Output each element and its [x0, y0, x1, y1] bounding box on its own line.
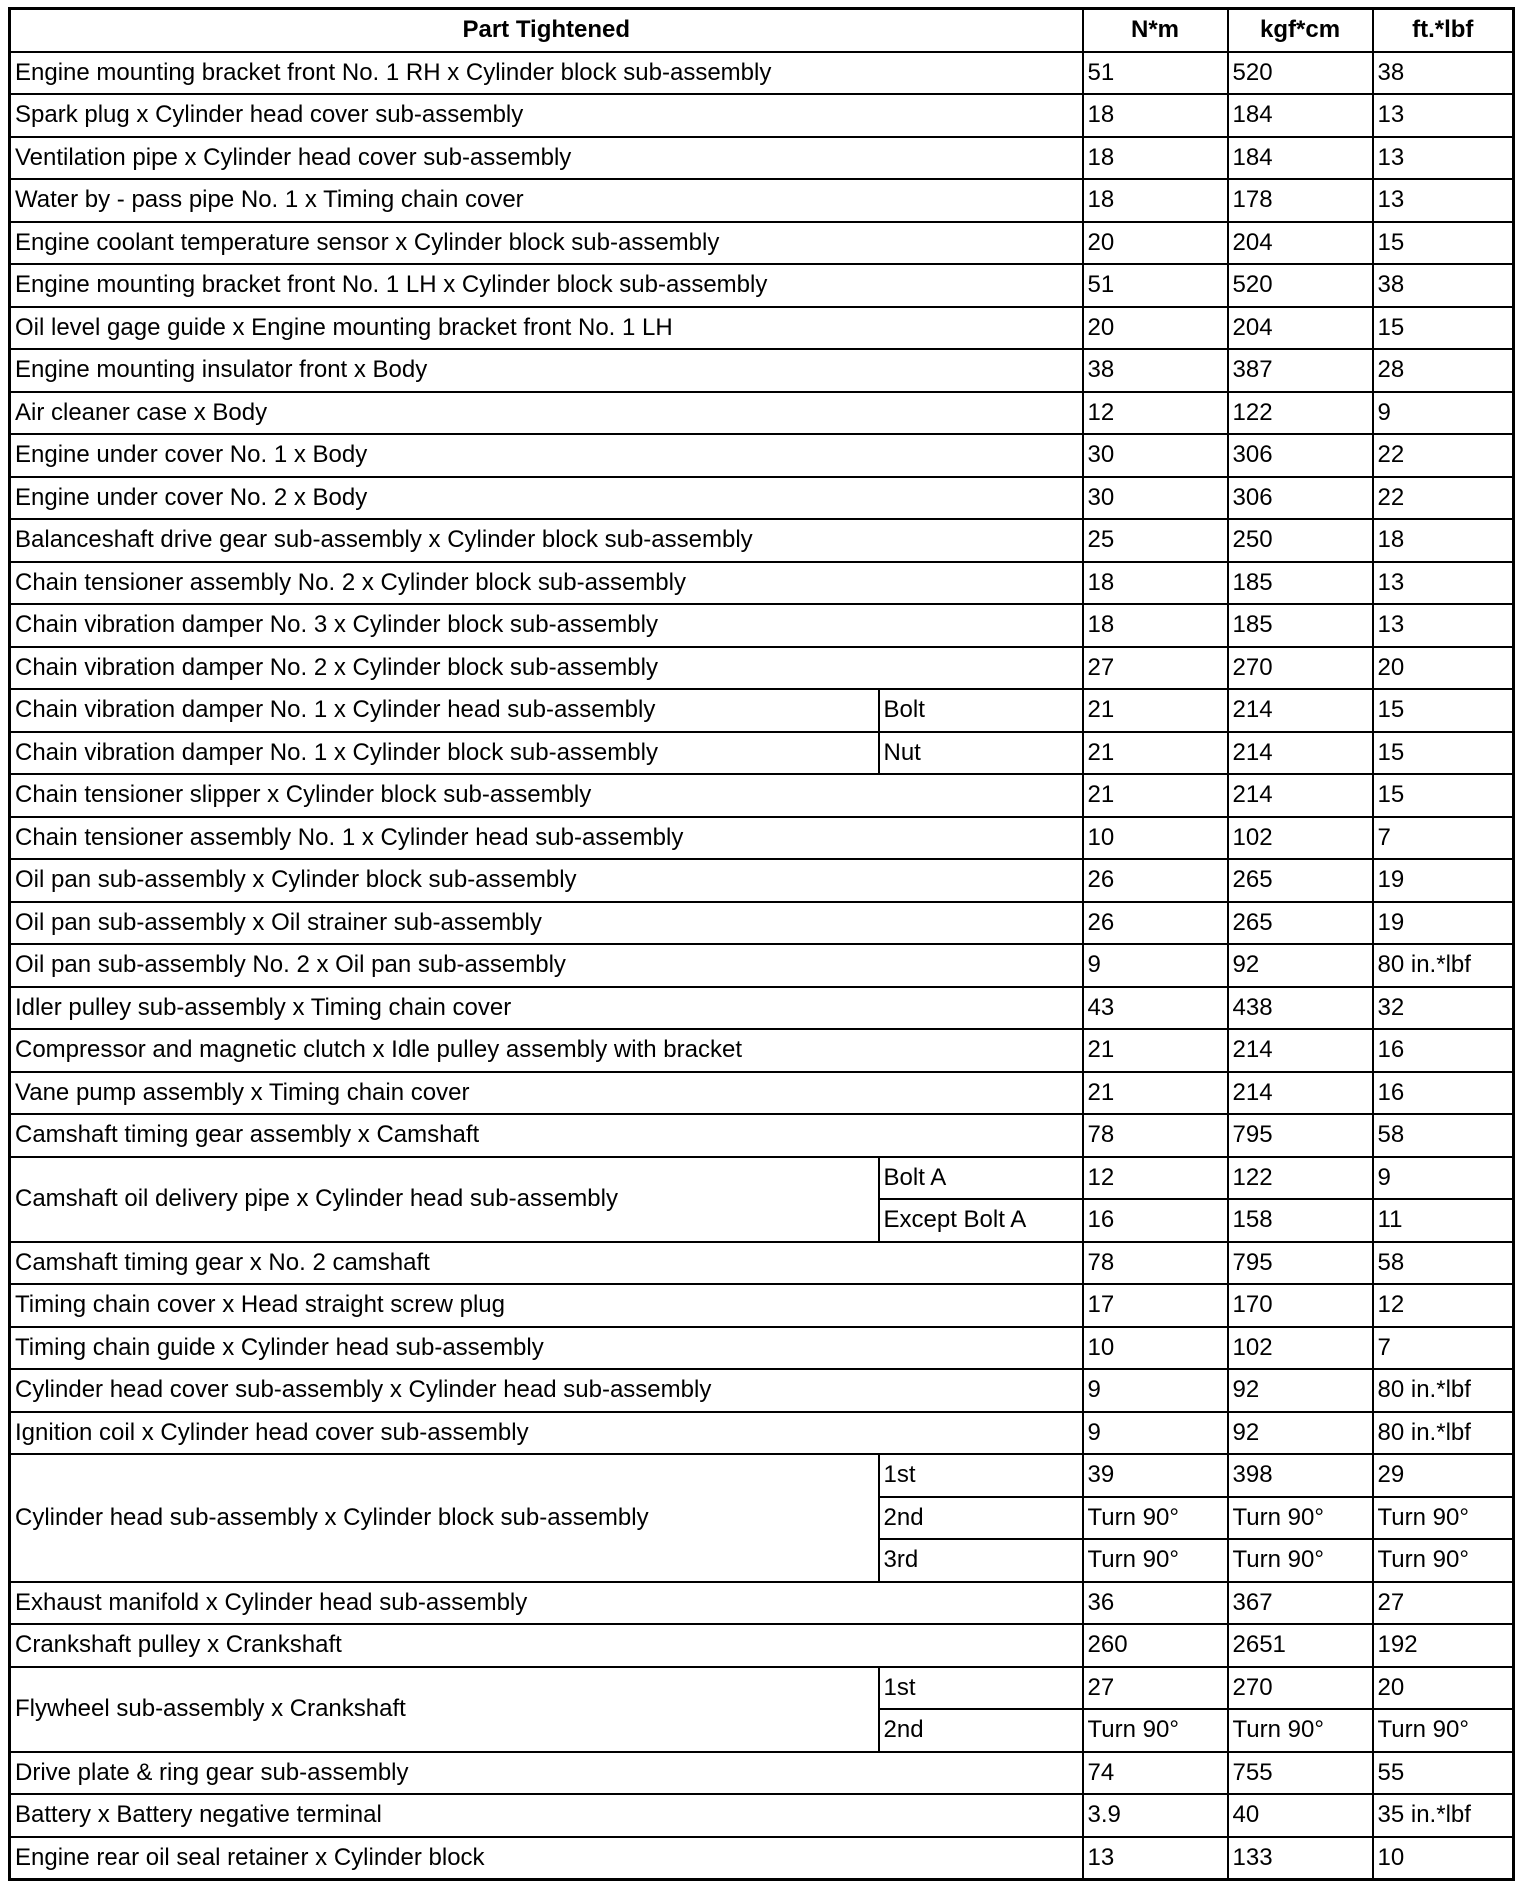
- fastener-step-cell: 2nd: [879, 1497, 1083, 1540]
- table-row: [10, 732, 1514, 775]
- part-name-cell: Oil pan sub-assembly x Cylinder block sub-assembly: [10, 859, 1083, 902]
- ftlbf-value-cell: 9: [1373, 392, 1514, 435]
- nm-value-cell: 36: [1083, 1582, 1228, 1625]
- kgfcm-value-cell: 133: [1228, 1837, 1373, 1880]
- kgfcm-value-cell: 185: [1228, 604, 1373, 647]
- part-name-cell: Engine under cover No. 1 x Body: [10, 434, 1083, 477]
- kgfcm-value-cell: 184: [1228, 137, 1373, 180]
- torque-specification-table: [8, 7, 1515, 1881]
- nm-value-cell: 9: [1083, 944, 1228, 987]
- part-name-cell: Camshaft oil delivery pipe x Cylinder head sub-assembly: [10, 1157, 879, 1242]
- kgfcm-value-cell: 520: [1228, 264, 1373, 307]
- part-name-cell: Timing chain cover x Head straight screw plug: [10, 1284, 1083, 1327]
- kgfcm-value-cell: 214: [1228, 1072, 1373, 1115]
- kgfcm-value-cell: 102: [1228, 1327, 1373, 1370]
- nm-value-cell: 21: [1083, 1072, 1228, 1115]
- table-row: [10, 1284, 1514, 1327]
- table-row: [10, 1412, 1514, 1455]
- part-name-cell: Balanceshaft drive gear sub-assembly x Cylinder block sub-assembly: [10, 519, 1083, 562]
- nm-value-cell: 74: [1083, 1752, 1228, 1795]
- ftlbf-value-cell: 16: [1373, 1072, 1514, 1115]
- part-name-cell: Oil pan sub-assembly No. 2 x Oil pan sub-assembly: [10, 944, 1083, 987]
- nm-value-cell: 13: [1083, 1837, 1228, 1880]
- part-name-cell: Ignition coil x Cylinder head cover sub-assembly: [10, 1412, 1083, 1455]
- ftlbf-value-cell: 13: [1373, 562, 1514, 605]
- kgfcm-value-cell: Turn 90°: [1228, 1709, 1373, 1752]
- ftlbf-value-cell: 20: [1373, 647, 1514, 690]
- ftlbf-value-cell: 22: [1373, 434, 1514, 477]
- kgfcm-value-cell: 184: [1228, 94, 1373, 137]
- ftlbf-value-cell: 80 in.*lbf: [1373, 1369, 1514, 1412]
- kgfcm-value-cell: 270: [1228, 1667, 1373, 1710]
- kgfcm-value-cell: Turn 90°: [1228, 1539, 1373, 1582]
- kgfcm-value-cell: 178: [1228, 179, 1373, 222]
- fastener-step-cell: Nut: [879, 732, 1083, 775]
- nm-value-cell: 18: [1083, 562, 1228, 605]
- kgfcm-value-cell: 306: [1228, 477, 1373, 520]
- ftlbf-value-cell: 19: [1373, 859, 1514, 902]
- nm-value-cell: Turn 90°: [1083, 1709, 1228, 1752]
- nm-value-cell: 9: [1083, 1369, 1228, 1412]
- table-row: [10, 604, 1514, 647]
- table-row: [10, 987, 1514, 1030]
- nm-value-cell: 25: [1083, 519, 1228, 562]
- table-row: [10, 1114, 1514, 1157]
- kgfcm-value-cell: 40: [1228, 1794, 1373, 1837]
- kgfcm-value-cell: 214: [1228, 732, 1373, 775]
- ftlbf-value-cell: 58: [1373, 1114, 1514, 1157]
- table-row: [10, 434, 1514, 477]
- fastener-step-cell: Bolt: [879, 689, 1083, 732]
- kgfcm-value-cell: 102: [1228, 817, 1373, 860]
- nm-value-cell: 18: [1083, 179, 1228, 222]
- nm-value-cell: Turn 90°: [1083, 1539, 1228, 1582]
- part-name-cell: Exhaust manifold x Cylinder head sub-assembly: [10, 1582, 1083, 1625]
- kgfcm-value-cell: 158: [1228, 1199, 1373, 1242]
- part-name-cell: Camshaft timing gear x No. 2 camshaft: [10, 1242, 1083, 1285]
- part-name-cell: Engine mounting insulator front x Body: [10, 349, 1083, 392]
- part-name-cell: Camshaft timing gear assembly x Camshaft: [10, 1114, 1083, 1157]
- kgfcm-value-cell: 795: [1228, 1114, 1373, 1157]
- ftlbf-value-cell: 29: [1373, 1454, 1514, 1497]
- ftlbf-value-cell: 13: [1373, 179, 1514, 222]
- ftlbf-value-cell: 15: [1373, 732, 1514, 775]
- ftlbf-value-cell: 28: [1373, 349, 1514, 392]
- table-row: [10, 902, 1514, 945]
- part-name-cell: Vane pump assembly x Timing chain cover: [10, 1072, 1083, 1115]
- ftlbf-value-cell: 15: [1373, 689, 1514, 732]
- table-row: [10, 1667, 1514, 1710]
- part-name-cell: Crankshaft pulley x Crankshaft: [10, 1624, 1083, 1667]
- table-row: [10, 1369, 1514, 1412]
- nm-value-cell: 26: [1083, 902, 1228, 945]
- kgfcm-value-cell: 185: [1228, 562, 1373, 605]
- fastener-step-cell: 1st: [879, 1454, 1083, 1497]
- ftlbf-value-cell: 32: [1373, 987, 1514, 1030]
- ftlbf-value-cell: 22: [1373, 477, 1514, 520]
- nm-value-cell: 18: [1083, 94, 1228, 137]
- table-row: [10, 1752, 1514, 1795]
- nm-value-cell: 30: [1083, 477, 1228, 520]
- kgfcm-value-cell: 204: [1228, 222, 1373, 265]
- ftlbf-value-cell: 55: [1373, 1752, 1514, 1795]
- kgfcm-value-cell: 795: [1228, 1242, 1373, 1285]
- ftlbf-value-cell: 38: [1373, 264, 1514, 307]
- part-name-cell: Flywheel sub-assembly x Crankshaft: [10, 1667, 879, 1752]
- nm-value-cell: 10: [1083, 1327, 1228, 1370]
- kgfcm-value-cell: 387: [1228, 349, 1373, 392]
- nm-value-cell: 21: [1083, 774, 1228, 817]
- part-name-cell: Spark plug x Cylinder head cover sub-assembly: [10, 94, 1083, 137]
- table-row: [10, 1624, 1514, 1667]
- nm-value-cell: 51: [1083, 264, 1228, 307]
- part-name-cell: Engine under cover No. 2 x Body: [10, 477, 1083, 520]
- kgfcm-value-cell: 92: [1228, 944, 1373, 987]
- ftlbf-value-cell: 7: [1373, 1327, 1514, 1370]
- table-row: [10, 519, 1514, 562]
- nm-value-cell: 26: [1083, 859, 1228, 902]
- kgfcm-value-cell: 265: [1228, 859, 1373, 902]
- ftlbf-value-cell: 19: [1373, 902, 1514, 945]
- kgfcm-value-cell: 92: [1228, 1412, 1373, 1455]
- nm-value-cell: 30: [1083, 434, 1228, 477]
- part-name-cell: Idler pulley sub-assembly x Timing chain cover: [10, 987, 1083, 1030]
- nm-value-cell: 18: [1083, 137, 1228, 180]
- table-row: [10, 689, 1514, 732]
- nm-value-cell: 21: [1083, 689, 1228, 732]
- ftlbf-value-cell: 10: [1373, 1837, 1514, 1880]
- nm-value-cell: 51: [1083, 52, 1228, 95]
- part-name-cell: Engine rear oil seal retainer x Cylinder block: [10, 1837, 1083, 1880]
- nm-value-cell: 10: [1083, 817, 1228, 860]
- part-name-cell: Cylinder head cover sub-assembly x Cylinder head sub-assembly: [10, 1369, 1083, 1412]
- part-name-cell: Chain vibration damper No. 3 x Cylinder block sub-assembly: [10, 604, 1083, 647]
- table-row: [10, 94, 1514, 137]
- ftlbf-value-cell: 192: [1373, 1624, 1514, 1667]
- fastener-step-cell: 2nd: [879, 1709, 1083, 1752]
- part-name-cell: Engine mounting bracket front No. 1 LH x Cylinder block sub-assembly: [10, 264, 1083, 307]
- kgfcm-value-cell: 438: [1228, 987, 1373, 1030]
- part-name-cell: Air cleaner case x Body: [10, 392, 1083, 435]
- ftlbf-value-cell: 13: [1373, 604, 1514, 647]
- kgfcm-value-cell: 170: [1228, 1284, 1373, 1327]
- ftlbf-value-cell: 11: [1373, 1199, 1514, 1242]
- table-row: [10, 944, 1514, 987]
- ftlbf-value-cell: 20: [1373, 1667, 1514, 1710]
- ftlbf-value-cell: 12: [1373, 1284, 1514, 1327]
- kgfcm-value-cell: 306: [1228, 434, 1373, 477]
- ftlbf-value-cell: 13: [1373, 137, 1514, 180]
- nm-value-cell: 27: [1083, 1667, 1228, 1710]
- part-name-cell: Chain tensioner assembly No. 1 x Cylinder head sub-assembly: [10, 817, 1083, 860]
- kgfcm-value-cell: 214: [1228, 689, 1373, 732]
- header-nm: N*m: [1083, 9, 1228, 52]
- table-row: [10, 859, 1514, 902]
- kgfcm-value-cell: 122: [1228, 1157, 1373, 1200]
- fastener-step-cell: 3rd: [879, 1539, 1083, 1582]
- ftlbf-value-cell: 35 in.*lbf: [1373, 1794, 1514, 1837]
- kgfcm-value-cell: 2651: [1228, 1624, 1373, 1667]
- table-row: [10, 1029, 1514, 1072]
- nm-value-cell: 17: [1083, 1284, 1228, 1327]
- ftlbf-value-cell: 16: [1373, 1029, 1514, 1072]
- nm-value-cell: 78: [1083, 1114, 1228, 1157]
- ftlbf-value-cell: 7: [1373, 817, 1514, 860]
- table-row: [10, 562, 1514, 605]
- part-name-cell: Chain tensioner assembly No. 2 x Cylinder block sub-assembly: [10, 562, 1083, 605]
- nm-value-cell: 21: [1083, 732, 1228, 775]
- part-name-cell: Engine coolant temperature sensor x Cylinder block sub-assembly: [10, 222, 1083, 265]
- kgfcm-value-cell: 520: [1228, 52, 1373, 95]
- nm-value-cell: 20: [1083, 222, 1228, 265]
- nm-value-cell: 12: [1083, 1157, 1228, 1200]
- table-row: [10, 137, 1514, 180]
- ftlbf-value-cell: 58: [1373, 1242, 1514, 1285]
- kgfcm-value-cell: 214: [1228, 1029, 1373, 1072]
- fastener-step-cell: Except Bolt A: [879, 1199, 1083, 1242]
- nm-value-cell: 21: [1083, 1029, 1228, 1072]
- kgfcm-value-cell: 265: [1228, 902, 1373, 945]
- part-name-cell: Chain vibration damper No. 2 x Cylinder block sub-assembly: [10, 647, 1083, 690]
- ftlbf-value-cell: 9: [1373, 1157, 1514, 1200]
- ftlbf-value-cell: 27: [1373, 1582, 1514, 1625]
- part-name-cell: Drive plate & ring gear sub-assembly: [10, 1752, 1083, 1795]
- part-name-cell: Cylinder head sub-assembly x Cylinder block sub-assembly: [10, 1454, 879, 1582]
- kgfcm-value-cell: 367: [1228, 1582, 1373, 1625]
- table-row: [10, 1242, 1514, 1285]
- table-row: [10, 1582, 1514, 1625]
- kgfcm-value-cell: 92: [1228, 1369, 1373, 1412]
- nm-value-cell: 27: [1083, 647, 1228, 690]
- table-row: [10, 307, 1514, 350]
- table-row: [10, 1157, 1514, 1200]
- nm-value-cell: Turn 90°: [1083, 1497, 1228, 1540]
- fastener-step-cell: Bolt A: [879, 1157, 1083, 1200]
- part-name-cell: Oil level gage guide x Engine mounting bracket front No. 1 LH: [10, 307, 1083, 350]
- part-name-cell: Battery x Battery negative terminal: [10, 1794, 1083, 1837]
- table-row: [10, 349, 1514, 392]
- kgfcm-value-cell: 270: [1228, 647, 1373, 690]
- table-row: [10, 52, 1514, 95]
- table-row: [10, 392, 1514, 435]
- table-row: [10, 647, 1514, 690]
- nm-value-cell: 78: [1083, 1242, 1228, 1285]
- kgfcm-value-cell: 204: [1228, 307, 1373, 350]
- part-name-cell: Oil pan sub-assembly x Oil strainer sub-assembly: [10, 902, 1083, 945]
- table-row: [10, 1327, 1514, 1370]
- kgfcm-value-cell: 214: [1228, 774, 1373, 817]
- table-row: [10, 1837, 1514, 1880]
- ftlbf-value-cell: 18: [1373, 519, 1514, 562]
- table-row: [10, 774, 1514, 817]
- ftlbf-value-cell: 13: [1373, 94, 1514, 137]
- nm-value-cell: 3.9: [1083, 1794, 1228, 1837]
- table-row: [10, 179, 1514, 222]
- nm-value-cell: 18: [1083, 604, 1228, 647]
- nm-value-cell: 9: [1083, 1412, 1228, 1455]
- ftlbf-value-cell: 15: [1373, 222, 1514, 265]
- kgfcm-value-cell: 250: [1228, 519, 1373, 562]
- ftlbf-value-cell: 80 in.*lbf: [1373, 1412, 1514, 1455]
- table-row: [10, 477, 1514, 520]
- kgfcm-value-cell: 398: [1228, 1454, 1373, 1497]
- nm-value-cell: 260: [1083, 1624, 1228, 1667]
- kgfcm-value-cell: 755: [1228, 1752, 1373, 1795]
- table-row: [10, 1794, 1514, 1837]
- nm-value-cell: 20: [1083, 307, 1228, 350]
- table-row: [10, 1072, 1514, 1115]
- part-name-cell: Compressor and magnetic clutch x Idle pulley assembly with bracket: [10, 1029, 1083, 1072]
- part-name-cell: Water by - pass pipe No. 1 x Timing chain cover: [10, 179, 1083, 222]
- ftlbf-value-cell: 80 in.*lbf: [1373, 944, 1514, 987]
- table-row: [10, 817, 1514, 860]
- part-name-cell: Timing chain guide x Cylinder head sub-assembly: [10, 1327, 1083, 1370]
- ftlbf-value-cell: Turn 90°: [1373, 1709, 1514, 1752]
- part-name-cell: Chain vibration damper No. 1 x Cylinder block sub-assembly: [10, 732, 879, 775]
- table-row: [10, 1454, 1514, 1497]
- header-kgfcm: kgf*cm: [1228, 9, 1373, 52]
- part-name-cell: Ventilation pipe x Cylinder head cover sub-assembly: [10, 137, 1083, 180]
- nm-value-cell: 16: [1083, 1199, 1228, 1242]
- kgfcm-value-cell: 122: [1228, 392, 1373, 435]
- header-ftlbf: ft.*lbf: [1373, 9, 1514, 52]
- nm-value-cell: 39: [1083, 1454, 1228, 1497]
- nm-value-cell: 12: [1083, 392, 1228, 435]
- fastener-step-cell: 1st: [879, 1667, 1083, 1710]
- header-part-tightened: Part Tightened: [10, 9, 1083, 52]
- ftlbf-value-cell: 15: [1373, 774, 1514, 817]
- header-row: [10, 9, 1514, 52]
- nm-value-cell: 43: [1083, 987, 1228, 1030]
- table-row: [10, 222, 1514, 265]
- ftlbf-value-cell: 15: [1373, 307, 1514, 350]
- part-name-cell: Chain tensioner slipper x Cylinder block sub-assembly: [10, 774, 1083, 817]
- ftlbf-value-cell: Turn 90°: [1373, 1539, 1514, 1582]
- part-name-cell: Chain vibration damper No. 1 x Cylinder head sub-assembly: [10, 689, 879, 732]
- ftlbf-value-cell: Turn 90°: [1373, 1497, 1514, 1540]
- part-name-cell: Engine mounting bracket front No. 1 RH x Cylinder block sub-assembly: [10, 52, 1083, 95]
- kgfcm-value-cell: Turn 90°: [1228, 1497, 1373, 1540]
- table-row: [10, 264, 1514, 307]
- nm-value-cell: 38: [1083, 349, 1228, 392]
- ftlbf-value-cell: 38: [1373, 52, 1514, 95]
